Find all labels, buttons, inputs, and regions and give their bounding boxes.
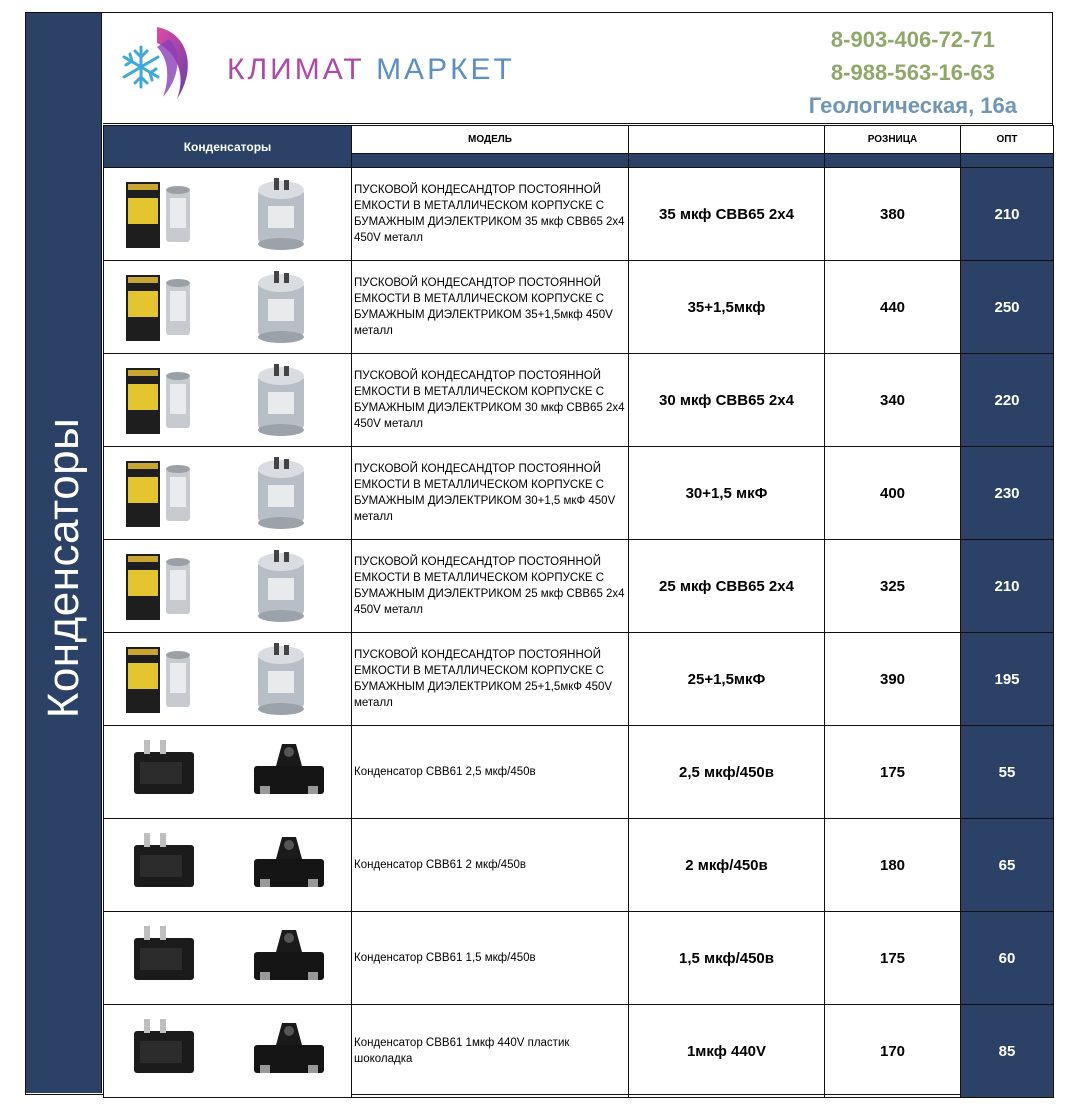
product-description: Конденсатор CBB61 2,5 мкф/450в <box>352 726 629 819</box>
product-image-cell <box>104 726 352 819</box>
product-image-cell <box>104 912 352 1005</box>
product-image-cell <box>104 168 352 261</box>
contacts-block <box>809 23 1017 122</box>
product-model: 35+1,5мкф <box>629 261 825 354</box>
product-model: 30 мкф CBB65 2х4 <box>629 354 825 447</box>
product-image-cell <box>104 447 352 540</box>
box-capacitor-icon <box>104 1005 351 1097</box>
table-row-6 <box>104 633 1054 726</box>
phone-1[interactable]: 8-903-406-72-71 <box>830 27 995 52</box>
retail-price: 180 <box>825 819 961 912</box>
box-capacitor-icon <box>104 819 351 911</box>
box-capacitor-icon <box>104 912 351 1004</box>
product-description: ПУСКОВОЙ КОНДЕСАНДТОР ПОСТОЯННОЙ ЕМКОСТИ В МЕТАЛЛИЧЕСКОМ КОРПУСКЕ С БУМАЖНЫМ ДИЭЛЕКТРИКОМ 25 мкф CBB65 2х4 450V металл <box>352 540 629 633</box>
retail-price: 390 <box>825 633 961 726</box>
table-row-7 <box>104 726 1054 819</box>
product-image-cell <box>104 1005 352 1098</box>
retail-price: 170 <box>825 1005 961 1098</box>
table-row-4 <box>104 447 1054 540</box>
brand-name: КЛИМАТ МАРКЕТ <box>227 53 515 86</box>
product-description: ПУСКОВОЙ КОНДЕСАНДТОР ПОСТОЯННОЙ ЕМКОСТИ В МЕТАЛЛИЧЕСКОМ КОРПУСКЕ С БУМАЖНЫМ ДИЭЛЕКТРИКОМ 30+1,5 мкФ 450V металл <box>352 447 629 540</box>
box-capacitor-icon <box>104 726 351 818</box>
product-description: ПУСКОВОЙ КОНДЕСАНДТОР ПОСТОЯННОЙ ЕМКОСТИ В МЕТАЛЛИЧЕСКОМ КОРПУСКЕ С БУМАЖНЫМ ДИЭЛЕКТРИКОМ 30 мкф CBB65 2х4 450V металл <box>352 354 629 447</box>
price-sheet <box>25 12 1053 1095</box>
product-model: 1,5 мкф/450в <box>629 912 825 1005</box>
table-row-9 <box>104 912 1054 1005</box>
side-category-title: Конденсаторы <box>39 417 88 719</box>
product-image-cell <box>104 354 352 447</box>
product-model: 25 мкф CBB65 2х4 <box>629 540 825 633</box>
category-header: Конденсаторы <box>104 126 352 168</box>
retail-price: 175 <box>825 912 961 1005</box>
round-capacitor-icon <box>104 261 351 353</box>
table-row-3 <box>104 354 1054 447</box>
round-capacitor-icon <box>104 540 351 632</box>
table-row-1 <box>104 168 1054 261</box>
wholesale-price: 250 <box>961 261 1054 354</box>
product-model: 25+1,5мкФ <box>629 633 825 726</box>
table-row-5 <box>104 540 1054 633</box>
product-description: Конденсатор CBB61 1мкф 440V пластик шоколадка <box>352 1005 629 1098</box>
retail-price: 440 <box>825 261 961 354</box>
wholesale-price: 65 <box>961 819 1054 912</box>
product-description: Конденсатор CBB61 2 мкф/450в <box>352 819 629 912</box>
address: Геологическая, 16а <box>808 93 1017 118</box>
header <box>103 13 1053 124</box>
wholesale-price: 55 <box>961 726 1054 819</box>
wholesale-price: 210 <box>961 168 1054 261</box>
wholesale-price: 210 <box>961 540 1054 633</box>
product-image-cell <box>104 540 352 633</box>
column-header-wholesale: ОПТ <box>961 126 1054 154</box>
product-description: ПУСКОВОЙ КОНДЕСАНДТОР ПОСТОЯННОЙ ЕМКОСТИ В МЕТАЛЛИЧЕСКОМ КОРПУСКЕ С БУМАЖНЫМ ДИЭЛЕКТРИКОМ 25+1,5мкФ 450V металл <box>352 633 629 726</box>
retail-price: 175 <box>825 726 961 819</box>
round-capacitor-icon <box>104 168 351 260</box>
product-description: ПУСКОВОЙ КОНДЕСАНДТОР ПОСТОЯННОЙ ЕМКОСТИ В МЕТАЛЛИЧЕСКОМ КОРПУСКЕ С БУМАЖНЫМ ДИЭЛЕКТРИКОМ 35 мкф CBB65 2х4 450V металл <box>352 168 629 261</box>
wholesale-price: 60 <box>961 912 1054 1005</box>
product-image-cell <box>104 261 352 354</box>
round-capacitor-icon <box>104 447 351 539</box>
wholesale-price: 230 <box>961 447 1054 540</box>
side-category-bar <box>26 13 102 1093</box>
product-description: ПУСКОВОЙ КОНДЕСАНДТОР ПОСТОЯННОЙ ЕМКОСТИ В МЕТАЛЛИЧЕСКОМ КОРПУСКЕ С БУМАЖНЫМ ДИЭЛЕКТРИКОМ 35+1,5мкф 450V металл <box>352 261 629 354</box>
wholesale-price: 220 <box>961 354 1054 447</box>
retail-price: 340 <box>825 354 961 447</box>
retail-price: 400 <box>825 447 961 540</box>
product-model: 30+1,5 мкФ <box>629 447 825 540</box>
wholesale-price: 195 <box>961 633 1054 726</box>
column-header-model: МОДЕЛЬ <box>352 126 629 154</box>
product-image-cell <box>104 819 352 912</box>
price-table <box>103 125 1054 1098</box>
phone-2[interactable]: 8-988-563-16-63 <box>830 60 995 85</box>
product-model: 35 мкф CBB65 2х4 <box>629 168 825 261</box>
round-capacitor-icon <box>104 633 351 725</box>
column-header-blank <box>629 126 825 154</box>
product-image-cell <box>104 633 352 726</box>
product-model: 2,5 мкф/450в <box>629 726 825 819</box>
product-description: Конденсатор CBB61 1,5 мкф/450в <box>352 912 629 1005</box>
wholesale-price: 85 <box>961 1005 1054 1098</box>
round-capacitor-icon <box>104 354 351 446</box>
retail-price: 325 <box>825 540 961 633</box>
retail-price: 380 <box>825 168 961 261</box>
product-model: 2 мкф/450в <box>629 819 825 912</box>
table-row-2 <box>104 261 1054 354</box>
product-model: 1мкф 440V <box>629 1005 825 1098</box>
table-row-10 <box>104 1005 1054 1098</box>
table-row-8 <box>104 819 1054 912</box>
column-header-retail: РОЗНИЦА <box>825 126 961 154</box>
snowflake-logo-icon <box>117 23 197 107</box>
